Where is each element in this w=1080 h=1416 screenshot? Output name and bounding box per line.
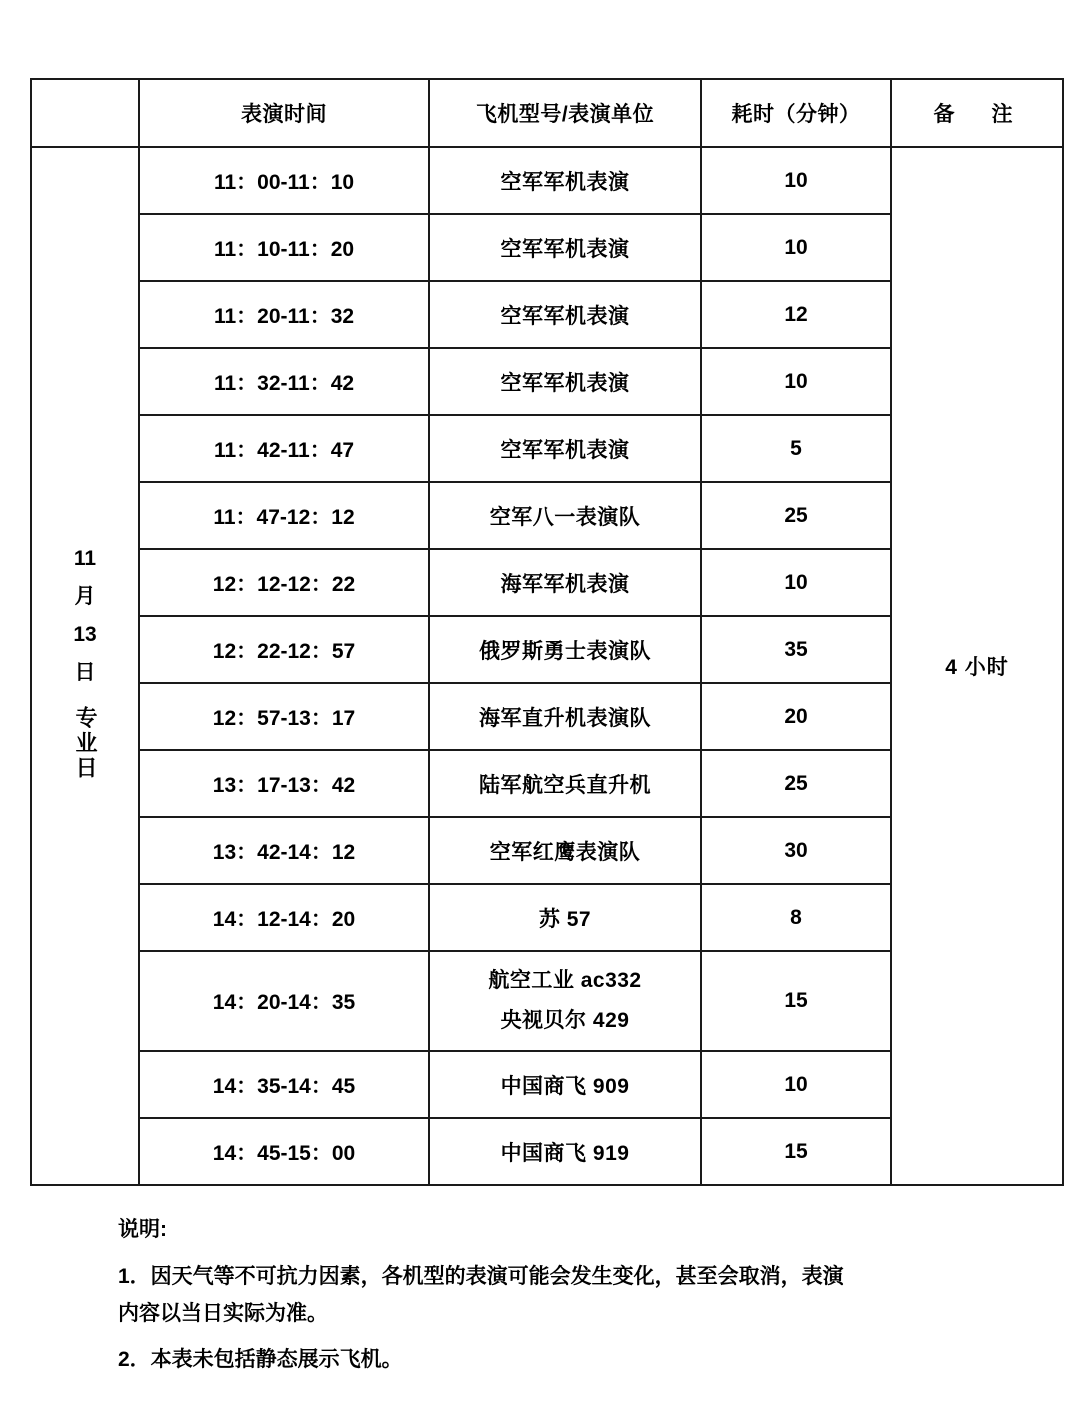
unit-cell: 中国商飞 909 (429, 1051, 701, 1118)
duration-cell: 15 (701, 1118, 891, 1185)
time-cell: 12：12-12：22 (139, 549, 429, 616)
duration-cell: 30 (701, 817, 891, 884)
table-header-row (31, 79, 1063, 147)
time-cell: 13：17-13：42 (139, 750, 429, 817)
unit-line-2: 央视贝尔 429 (500, 1009, 630, 1032)
unit-cell: 空军军机表演 (429, 147, 701, 214)
unit-line-1: 航空工业 ac332 (488, 969, 642, 993)
date-month-number: 11 (73, 546, 97, 570)
duration-cell: 15 (701, 951, 891, 1051)
time-cell: 12：22-12：57 (139, 616, 429, 683)
time-cell: 14：45-15：00 (139, 1118, 429, 1185)
duration-cell: 20 (701, 683, 891, 750)
note-item-1-text: 1．因天气等不可抗力因素，各机型的表演可能会发生变化，甚至会取消，表演 (118, 1264, 844, 1288)
unit-cell: 苏 57 (429, 884, 701, 951)
duration-cell: 10 (701, 348, 891, 415)
duration-cell: 25 (701, 750, 891, 817)
unit-cell: 空军八一表演队 (429, 482, 701, 549)
unit-cell: 俄罗斯勇士表演队 (429, 616, 701, 683)
duration-cell: 10 (701, 147, 891, 214)
table-header (31, 79, 1063, 147)
time-cell: 12：57-13：17 (139, 683, 429, 750)
date-cell (31, 147, 139, 1185)
table-row (31, 147, 1063, 214)
date-type-label: 专业日 (73, 705, 98, 781)
note-item-1-continuation: 内容以当日实际为准。 (118, 1301, 328, 1325)
duration-cell: 5 (701, 415, 891, 482)
duration-cell: 8 (701, 884, 891, 951)
unit-cell: 空军军机表演 (429, 348, 701, 415)
column-header-time: 表演时间 (139, 79, 429, 147)
unit-cell: 空军红鹰表演队 (429, 817, 701, 884)
time-cell: 11：20-11：32 (139, 281, 429, 348)
duration-cell: 25 (701, 482, 891, 549)
time-cell: 11：10-11：20 (139, 214, 429, 281)
unit-cell: 陆军航空兵直升机 (429, 750, 701, 817)
date-day-char: 日 (74, 660, 96, 684)
time-cell: 14：35-14：45 (139, 1051, 429, 1118)
unit-cell (429, 951, 701, 1051)
time-cell: 11：00-11：10 (139, 147, 429, 214)
table-body (31, 147, 1063, 1185)
time-cell: 11：42-11：47 (139, 415, 429, 482)
note-item-1 (118, 1259, 1018, 1333)
notes-section (118, 1212, 1018, 1389)
unit-cell: 海军直升机表演队 (429, 683, 701, 750)
unit-cell: 海军军机表演 (429, 549, 701, 616)
column-header-unit: 飞机型号/表演单位 (429, 79, 701, 147)
unit-cell: 中国商飞 919 (429, 1118, 701, 1185)
time-cell: 13：42-14：12 (139, 817, 429, 884)
note-item-2: 2．本表未包括静态展示飞机。 (118, 1348, 403, 1372)
duration-cell: 10 (701, 1051, 891, 1118)
time-cell: 14：20-14：35 (139, 951, 429, 1051)
duration-cell: 10 (701, 214, 891, 281)
unit-cell: 空军军机表演 (429, 281, 701, 348)
notes-title: 说明: (118, 1218, 167, 1241)
date-day-number: 13 (73, 622, 97, 646)
column-header-duration: 耗时（分钟） (701, 79, 891, 147)
time-cell: 11：47-12：12 (139, 482, 429, 549)
duration-cell: 12 (701, 281, 891, 348)
column-header-date (31, 79, 139, 147)
date-month-char: 月 (74, 584, 96, 608)
duration-cell: 10 (701, 549, 891, 616)
airshow-schedule-table (30, 78, 1064, 1186)
time-cell: 14：12-14：20 (139, 884, 429, 951)
unit-cell: 空军军机表演 (429, 214, 701, 281)
note-cell: 4 小时 (891, 147, 1063, 1185)
duration-cell: 35 (701, 616, 891, 683)
unit-cell: 空军军机表演 (429, 415, 701, 482)
time-cell: 11：32-11：42 (139, 348, 429, 415)
column-header-note: 备 注 (891, 79, 1063, 147)
